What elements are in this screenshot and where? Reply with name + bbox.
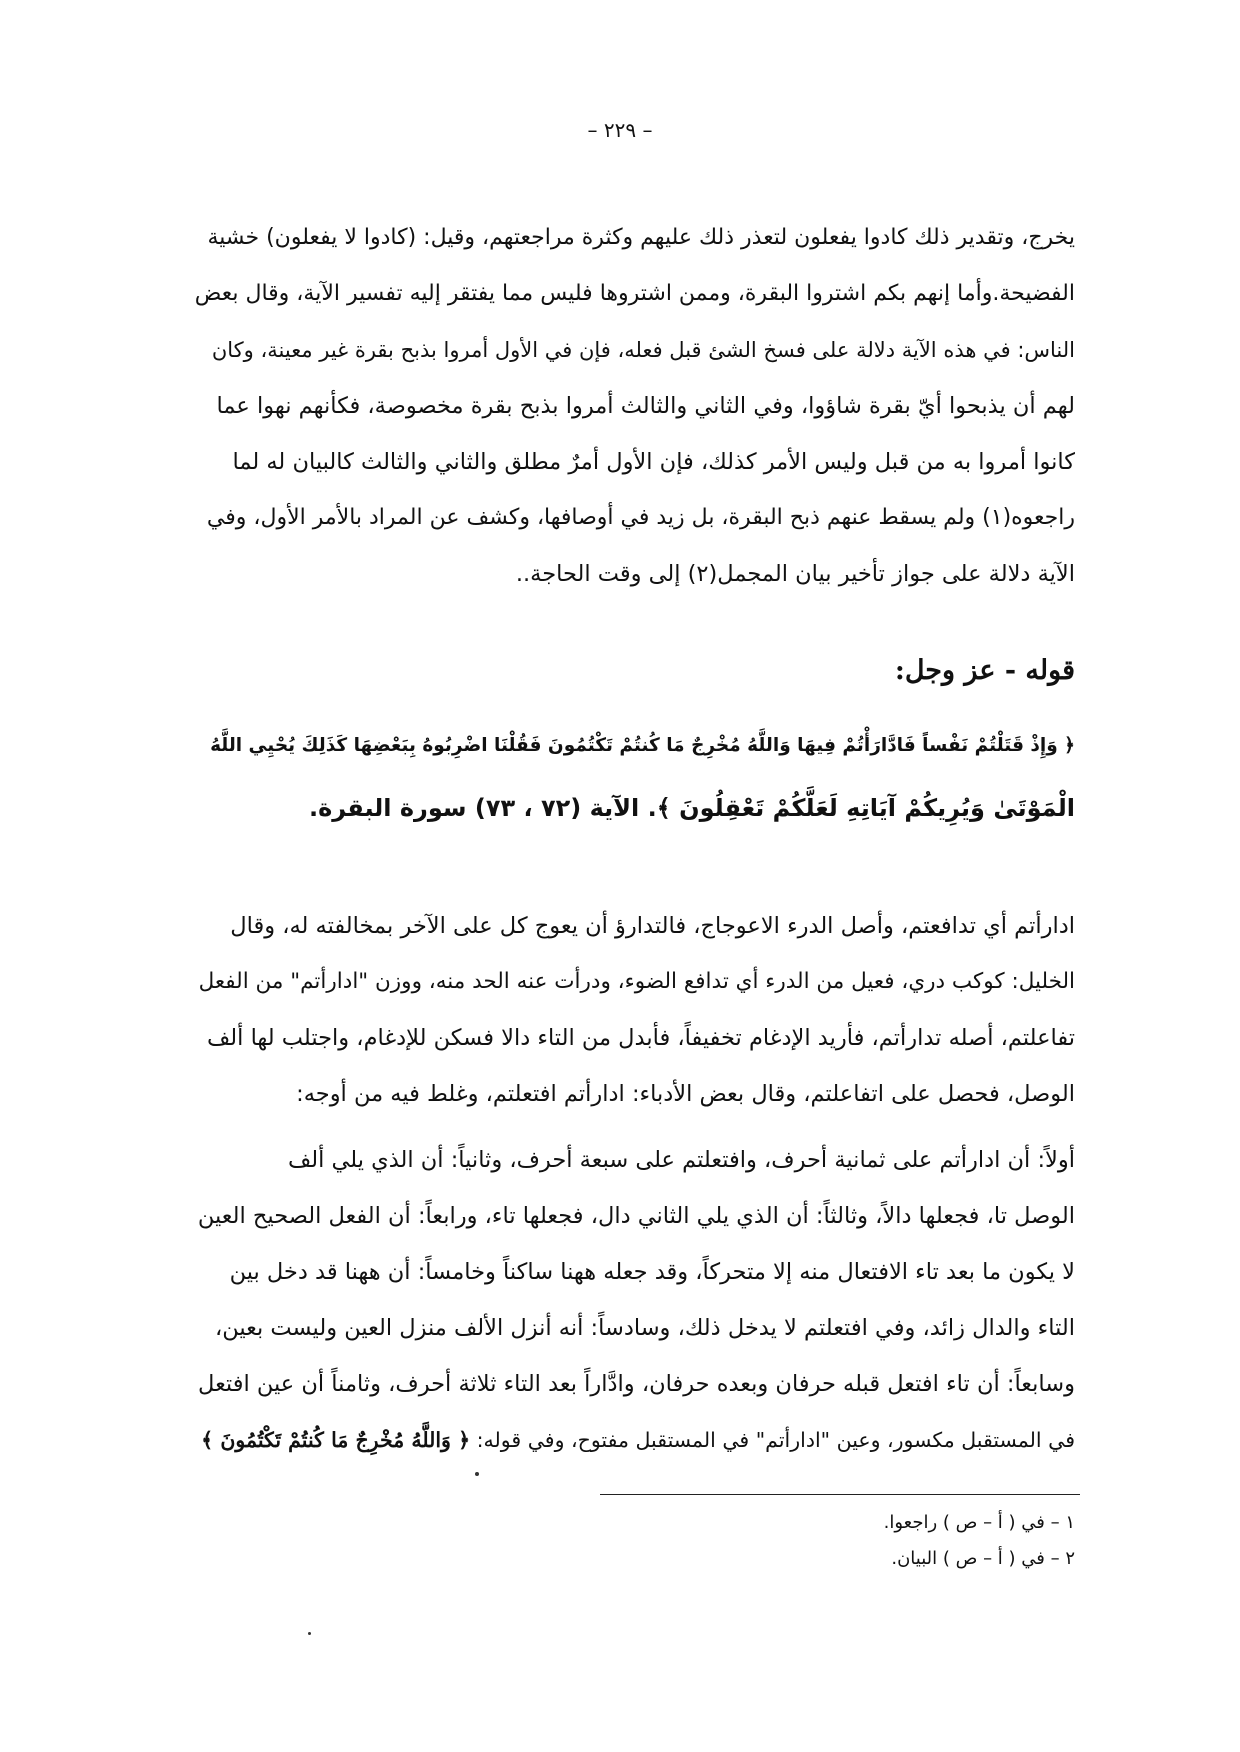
quran-quote: ﴿ وَاللَّهُ مُخْرِجٌ مَا كُنتُمْ تَكْتُمُونَ ﴾ (201, 1428, 471, 1452)
paragraph-linguistic (195, 898, 1075, 1122)
text-line: أولاً: أن ادارأتم على ثمانية أحرف، وافتعلتم على سبعة أحرف، وثانياً: أن الذي يلي ألف (287, 1147, 1075, 1173)
page-number: – ٢٢٩ – (587, 118, 653, 142)
text-line: الوصل تا، فجعلها دالاً، وثالثاً: أن الذي يلي الثاني دال، فجعلها تاء، ورابعاً: أن الفعل الصحيح العين (197, 1203, 1075, 1229)
footnote: ١ – في ( أ – ص ) راجعوا. (883, 1512, 1075, 1533)
text-line: الآية دلالة على جواز تأخير بيان المجمل(٢) إلى وقت الحاجة.. (515, 561, 1075, 587)
text-line: وسابعاً: أن تاء افتعل قبله حرفان وبعده حرفان، وادَّاراً بعد التاء ثلاثة أحرف، وثامناً أن عين افتعل (198, 1371, 1075, 1397)
text-line: يخرج، وتقدير ذلك كادوا يفعلون لتعذر ذلك عليهم وكثرة مراجعتهم، وقيل: (كادوا لا يفعلون) خشية (207, 225, 1075, 250)
footnotes (195, 1505, 1075, 1577)
text-line: ادارأتم أي تدافعتم، وأصل الدرء الاعوجاج، فالتدارؤ أن يعوج كل على الآخر بمخالفته له، وقال (230, 913, 1075, 939)
scan-speck (475, 1472, 479, 1476)
quran-verse (195, 715, 1075, 839)
footnote-divider (600, 1494, 1080, 1495)
footnote: ٢ – في ( أ – ص ) البيان. (891, 1548, 1075, 1569)
section-heading: قوله - عز وجل: (894, 655, 1075, 686)
text-line: تفاعلتم، أصله تدارأتم، فأريد الإدغام تخفيفاً، فأبدل من التاء دالا فسكن للإدغام، واجتلب لها ألف (207, 1025, 1075, 1051)
text-line: الخليل: كوكب دري، فعيل من الدرء أي تدافع الضوء، ودرأت عنه الحد منه، ووزن "ادارأتم" من الفعل (198, 969, 1075, 994)
text-line: الناس: في هذه الآية دلالة على فسخ الشئ قبل فعله، فإن في الأول أمروا بذبح بقرة غير معينة، وكان (211, 338, 1075, 362)
verse-line: ﴿ وَإِذْ قَتَلْتُمْ نَفْساً فَادَّارَأْتُمْ فِيهَا وَاللَّهُ مُخْرِجٌ مَا كُنتُمْ تَكْتُمُونَ فَقُلْنَا اضْرِبُوهُ بِبَعْضِهَا كَذَلِكَ يُحْيِي اللَّهُ (210, 735, 1075, 756)
text-fragment: في المستقبل مكسور، وعين "ادارأتم" في المستقبل مفتوح، وفي قوله: (476, 1428, 1075, 1452)
text-line: لهم أن يذبحوا أيّ بقرة شاؤوا، وفي الثاني والثالث أمروا بذبح بقرة مخصوصة، فكأنهم نهوا عما (216, 393, 1075, 419)
text-line: كانوا أمروا به من قبل وليس الأمر كذلك، فإن الأول أمرٌ مطلق والثاني والثالث كالبيان له لما (232, 449, 1075, 475)
text-line: راجعوه(١) ولم يسقط عنهم ذبح البقرة، بل زيد في أوصافها، وكشف عن المراد بالأمر الأول، وفي (206, 505, 1075, 530)
text-line-with-quote (195, 1412, 1075, 1468)
paragraph-objections (195, 1132, 1075, 1468)
scan-speck (308, 1632, 311, 1635)
text-line: لا يكون ما بعد تاء الافتعال منه إلا متحركاً، وقد جعله ههنا ساكناً وخامساً: أن ههنا قد دخل بين (229, 1259, 1075, 1285)
paragraph-tafsir-intro (195, 210, 1075, 602)
text-line: الوصل، فحصل على اتفاعلتم، وقال بعض الأدباء: ادارأتم افتعلتم، وغلط فيه من أوجه: (296, 1081, 1075, 1107)
text-line: التاء والدال زائد، وفي افتعلتم لا يدخل ذلك، وسادساً: أنه أنزل الألف منزل العين وليست بعين، (214, 1315, 1075, 1341)
verse-line: الْمَوْتَىٰ وَيُرِيكُمْ آيَاتِهِ لَعَلَّكُمْ تَعْقِلُونَ ﴾. الآية (٧٢ ، ٧٣) سورة البقرة. (309, 794, 1075, 822)
text-line: الفضيحة.وأما إنهم بكم اشتروا البقرة، وممن اشتروها فليس مما يفتقر إليه تفسير الآية، وقال بعض (195, 281, 1075, 306)
